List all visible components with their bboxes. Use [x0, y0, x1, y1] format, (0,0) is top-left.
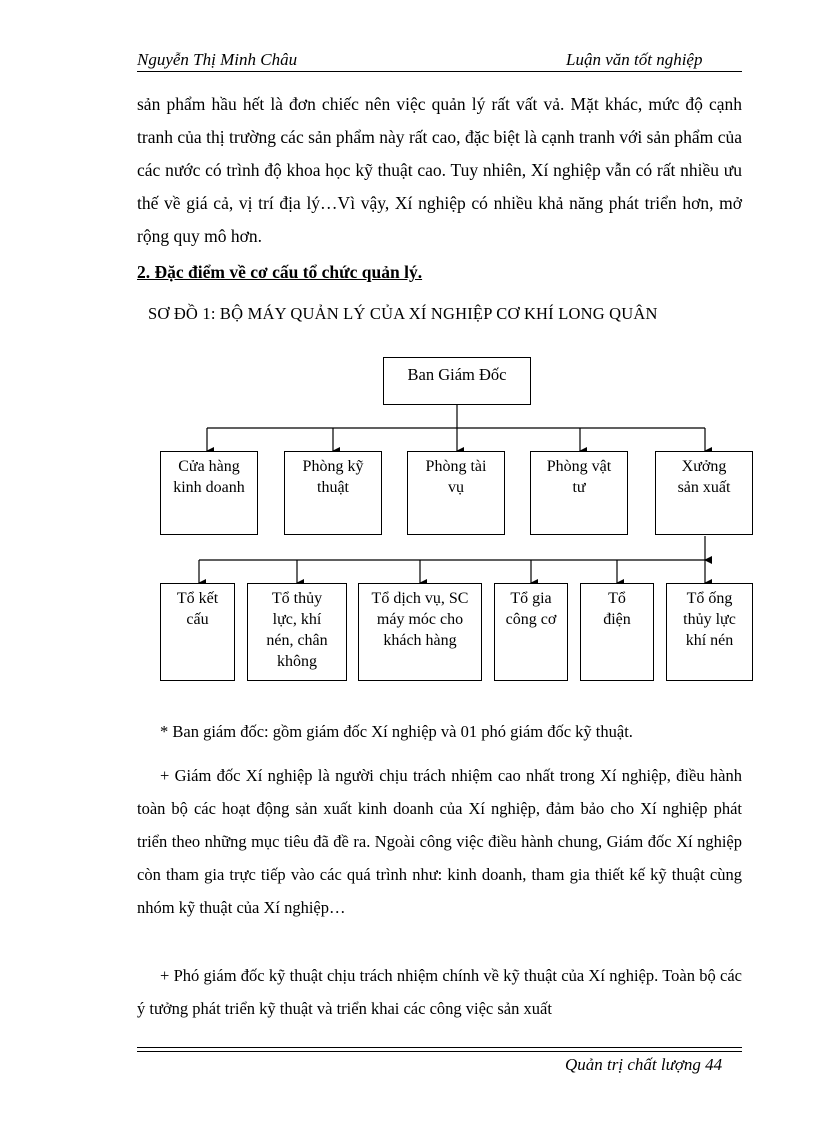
org-box-dept-4: Phòng vật tư — [530, 451, 628, 535]
body-paragraph-1: * Ban giám đốc: gồm giám đốc Xí nghiệp và 01 phó giám đốc kỹ thuật. — [160, 722, 633, 741]
org-box-board: Ban Giám Đốc — [383, 357, 531, 405]
org-box-team-1: Tổ kết cấu — [160, 583, 235, 681]
footer-rule-bottom — [137, 1051, 742, 1052]
header-doc-type: Luận văn tốt nghiệp — [566, 50, 703, 69]
body-paragraph-2: + Giám đốc Xí nghiệp là người chịu trách nhiệm cao nhất trong Xí nghiệp, điều hành toàn bộ các hoạt động sản xuất kinh doanh của Xí nghiệp, đảm bảo cho Xí nghiệp phát triển theo những mục tiêu đã đề ra. Ngoài công việc điều hành chung, Giám đốc Xí nghiệp còn tham gia trực tiếp vào các quá trình như: kinh doanh, tham gia thiết kế kỹ thuật cùng nhóm kỹ thuật của Xí nghiệp… — [137, 766, 742, 917]
org-box-team-2: Tổ thủy lực, khí nén, chân không — [247, 583, 347, 681]
footer-text: Quản trị chất lượng 44 — [565, 1055, 723, 1074]
org-box-dept-3: Phòng tài vụ — [407, 451, 505, 535]
org-box-team-4: Tổ gia công cơ — [494, 583, 568, 681]
org-box-dept-2: Phòng kỹ thuật — [284, 451, 382, 535]
diagram-caption: SƠ ĐỒ 1: BỘ MÁY QUẢN LÝ CỦA XÍ NGHIỆP CƠ KHÍ LONG QUÂN — [148, 304, 658, 323]
org-box-dept-5: Xưởng sản xuất — [655, 451, 753, 535]
section-heading: 2. Đặc điểm về cơ cấu tổ chức quản lý. — [137, 262, 423, 282]
org-box-team-3: Tổ dịch vụ, SC máy móc cho khách hàng — [358, 583, 482, 681]
body-paragraph-3: + Phó giám đốc kỹ thuật chịu trách nhiệm chính về kỹ thuật của Xí nghiệp. Toàn bộ các ý tưởng phát triển kỹ thuật và triển khai các công việc sản xuất — [137, 966, 742, 1018]
org-box-team-6: Tổ ống thủy lực khí nén — [666, 583, 753, 681]
org-box-team-5: Tổ điện — [580, 583, 654, 681]
header-author: Nguyễn Thị Minh Châu — [137, 50, 298, 69]
org-box-dept-1: Cửa hàng kinh doanh — [160, 451, 258, 535]
footer-rule-top — [137, 1047, 742, 1048]
intro-paragraph: sản phẩm hầu hết là đơn chiếc nên việc quản lý rất vất vả. Mặt khác, mức độ cạnh tranh của thị trường các sản phẩm này rất cao, đặc biệt là cạnh tranh với sản phẩm của các nước có trình độ khoa học kỹ thuật cao. Tuy nhiên, Xí nghiệp vẫn có rất nhiều ưu thế về giá cả, vị trí địa lý…Vì vậy, Xí nghiệp có nhiều khả năng phát triển hơn, mở rộng quy mô hơn. — [137, 94, 742, 246]
